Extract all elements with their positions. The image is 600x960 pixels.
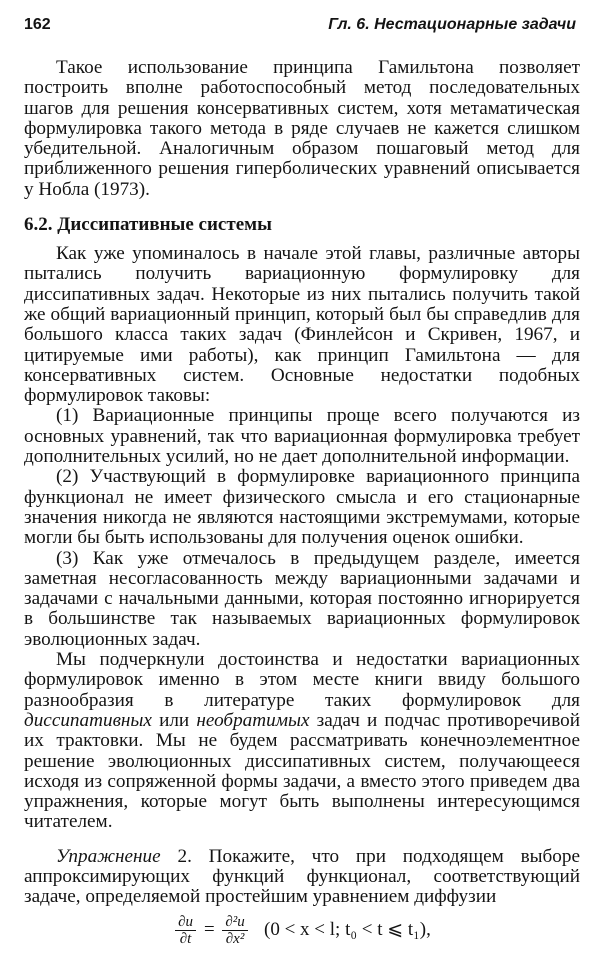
list-item-1: (1) Вариационные принципы проще всего получаются из основных уравнений, так что вариационная формулировка требует дополнительных усилий, но не дает дополнительной информации. [24, 405, 580, 468]
list-item-3: (3) Как уже отмечалось в предыдущем разделе, имеется заметная несогласованность между вариационными задачами и задачами с начальными данными, которая постоянно игнорируется в большинстве так называемых вариационных формулировок эволюционных задач. [24, 547, 580, 650]
paragraph-dissipative-intro: Как уже упоминалось в начале этой главы, различные авторы пытались получить вариационную формулировку для диссипативных задач. Некоторые из них пытались получить такой же общий вариационный принцип, который был бы справедлив для большого класса таких задач (Финлейсон и Скривен, 1967, и цитируемые ими работы), как принцип Гамильтона — для консервативных систем. Основные недостатки подобных формулировок таковы: [24, 243, 580, 407]
section-title: 6.2. Диссипативные системы [24, 214, 272, 236]
list-item-2: (2) Участвующий в формулировке вариационного принципа функционал не имеет физического смысла и его стационарные значения никогда не являются настоящими экстремумами, которые могли бы быть использованы для получения оценок ошибки. [24, 466, 580, 549]
paragraph-hamilton: Такое использование принципа Гамильтона позволяет построить вполне работоспособный метод последовательных шагов для решения консервативных систем, хотя метаматическая формулировка такого метода в ряде случаев не кажется слишком убедительной. Аналогичным образом пошаговый метод для приближенного решения гиперболических уравнений описывается у Нобла (1973). [24, 57, 580, 200]
page-number: 162 [24, 16, 51, 33]
term-irreversible: необратимых [196, 709, 310, 731]
running-title: Гл. 6. Нестационарные задачи [328, 16, 576, 33]
fraction-d2u-dx2: $\frac{\text{∂²u}}{\text{∂x²}}$ [222, 914, 247, 947]
term-dissipative: диссипативных [24, 709, 152, 731]
paragraph-conclusion: Мы подчеркнули достоинства и недостатки вариационных формулировок именно в этом месте книги ввиду большого разнообразия в литературе таких формулировок для диссипативных или необратимых задач и подчас противоречивой их трактовки. Мы не будем рассматривать конечноэлементное решение эволюционных диссипативных систем, получающееся исходя из сопряженной формы задачи, а вместо этого приведем два упражнения, которые могут быть выполнены интересующимся читателем. [24, 649, 580, 833]
exercise-label: Упражнение [56, 845, 161, 867]
exercise-paragraph: Упражнение 2. Покажите, что при подходящем выборе аппроксимирующих функций функционал, соответствующий задаче, определяемой простейшим уравнением диффузии [24, 845, 580, 908]
page-body [24, 58, 580, 947]
fraction-du-dt: $\frac{\partial u}{\partial t}$ [175, 914, 196, 947]
diffusion-equation: $\frac{\partial u}{\partial t}$ = $\frac{\text{∂²u}}{\text{∂x²}}$ (0 < x < l; t₀ < t ⩽ t₁), [24, 914, 580, 947]
equation-domain: (0 < x < l; t₀ < t ⩽ t₁), [264, 918, 431, 940]
page-header [24, 16, 576, 38]
